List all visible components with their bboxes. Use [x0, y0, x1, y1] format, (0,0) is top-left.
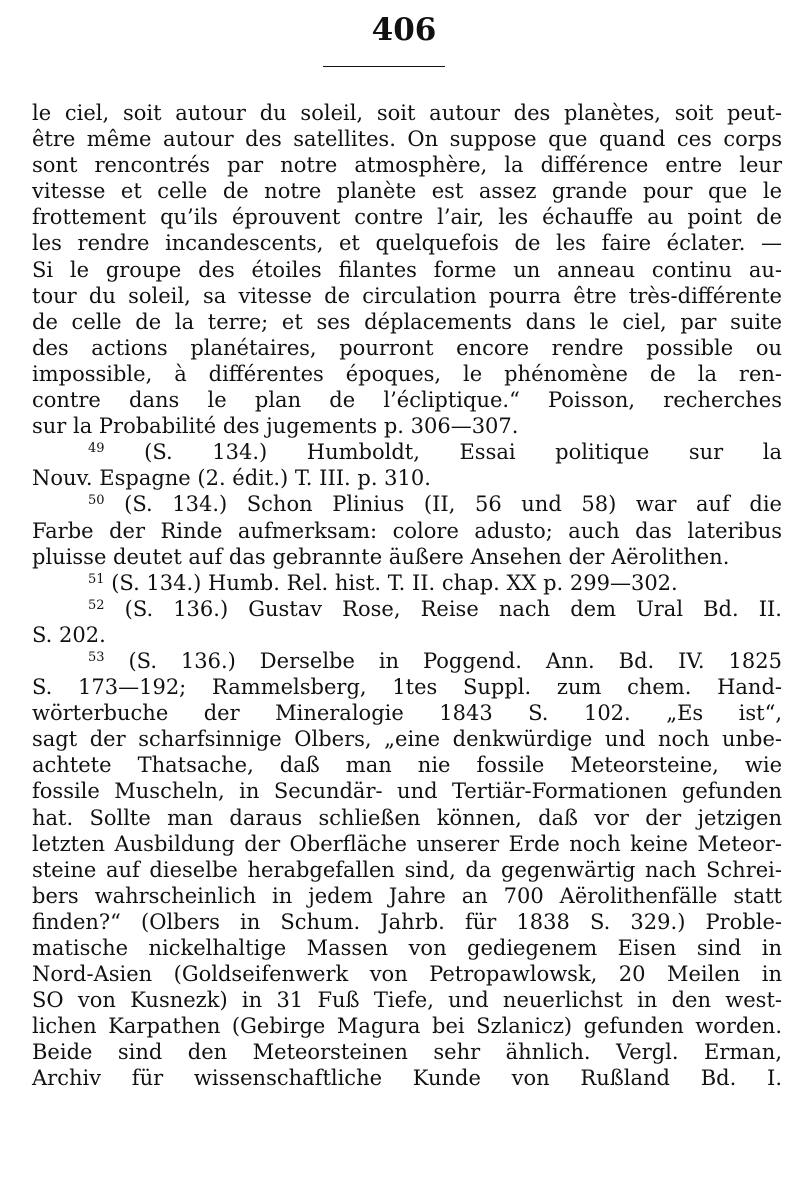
text-line: Nouv. Espagne (2. édit.) T. III. p. 310. — [32, 466, 431, 491]
footnote-number: 49 — [88, 441, 105, 457]
text-line: hat. Sollte man daraus schließen können, daß vor der jetzigen — [32, 805, 782, 830]
footnote-number: 52 — [88, 597, 105, 613]
text-line: le ciel, soit autour du soleil, soit autour des planètes, soit peut- — [32, 101, 782, 125]
footnote-text: (S. 134.) Humboldt, Essai politique sur la — [144, 440, 782, 465]
footnote-53 — [32, 648, 782, 674]
text-line: lichen Karpathen (Gebirge Magura bei Szlanicz) gefunden worden. — [32, 1014, 782, 1039]
footnote-51 — [32, 570, 782, 596]
text-line: achtete Thatsache, daß man nie fossile Meteorsteine, wie — [32, 753, 782, 778]
footnote-number: 50 — [88, 493, 105, 509]
text-line: letzten Ausbildung der Oberfläche unserer Erde noch keine Meteor- — [32, 831, 782, 856]
text-line: S. 202. — [32, 622, 106, 647]
text-line: vitesse et celle de notre planète est assez grande pour que le — [32, 179, 782, 204]
footnote-text: (S. 134.) Humb. Rel. hist. T. II. chap. XX p. 299—302. — [111, 570, 678, 595]
text-line: finden?“ (Olbers in Schum. Jahrb. für 1838 S. 329.) Proble- — [32, 909, 782, 934]
footnote-50 — [32, 491, 782, 517]
footnote-49 — [32, 439, 782, 465]
text-line: les rendre incandescents, et quelquefois de les faire éclater. — — [32, 231, 782, 256]
footnote-text: (S. 136.) Derselbe in Poggend. Ann. Bd. IV. 1825 — [128, 648, 782, 673]
text-line: pluisse deutet auf das gebrannte äußere Ansehen der Aërolithen. — [32, 544, 730, 569]
footnote-number: 53 — [88, 649, 105, 665]
page-body — [32, 100, 782, 1092]
text-line: impossible, à différentes époques, le phénomène de la ren- — [32, 361, 782, 386]
text-line: sur la Probabilité des jugements p. 306—307. — [32, 414, 519, 439]
footnote-text: (S. 136.) Gustav Rose, Reise nach dem Ural Bd. II. — [124, 596, 782, 621]
text-line: wörterbuche der Mineralogie 1843 S. 102. „Es ist“, — [32, 701, 782, 726]
text-line: fossile Muscheln, in Secundär- und Tertiär-Formationen gefunden — [32, 779, 782, 804]
text-line: Archiv für wissenschaftliche Kunde von Rußland Bd. I. — [32, 1066, 782, 1091]
text-line: sont rencontrés par notre atmosphère, la différence entre leur — [32, 153, 782, 178]
footnote-52 — [32, 596, 782, 622]
text-line: tour du soleil, sa vitesse de circulation pourra être très-différente — [32, 283, 782, 308]
text-line: des actions planétaires, pourront encore rendre possible ou — [32, 335, 782, 360]
text-line: de celle de la terre; et ses déplacements dans le ciel, par suite — [32, 309, 782, 334]
text-line: bers wahrscheinlich in jedem Jahre an 700 Aërolithenfälle statt — [32, 883, 782, 908]
page-number: 406 — [371, 12, 437, 48]
text-line: sagt der scharfsinnige Olbers, „eine denkwürdige und noch unbe- — [32, 727, 782, 752]
text-line: matische nickelhaltige Massen von gediegenem Eisen sind in — [32, 936, 782, 960]
text-line: être même autour des satellites. On suppose que quand ces corps — [32, 127, 782, 152]
text-line: S. 173—192; Rammelsberg, 1tes Suppl. zum chem. Hand- — [32, 675, 782, 700]
text-line: Si le groupe des étoiles filantes forme un anneau continu au- — [32, 257, 782, 282]
text-line: contre dans le plan de l’écliptique.“ Poisson, recherches — [32, 388, 782, 413]
text-line: Beide sind den Meteorsteinen sehr ähnlich. Vergl. Erman, — [32, 1040, 782, 1065]
text-line: SO von Kusnezk) in 31 Fuß Tiefe, und neuerlichst in den west- — [32, 988, 782, 1013]
text-line: frottement qu’ils éprouvent contre l’air, les échauffe au point de — [32, 205, 782, 230]
footnote-number: 51 — [88, 571, 105, 587]
text-line: steine auf dieselbe herabgefallen sind, da gegenwärtig nach Schrei- — [32, 857, 782, 882]
header-rule — [323, 66, 445, 67]
text-line: Nord-Asien (Goldseifenwerk von Petropawlowsk, 20 Meilen in — [32, 962, 782, 987]
footnote-text: (S. 134.) Schon Plinius (II, 56 und 58) war auf die — [124, 492, 782, 517]
text-line: Farbe der Rinde aufmerksam: colore adusto; auch das lateribus — [32, 518, 782, 543]
